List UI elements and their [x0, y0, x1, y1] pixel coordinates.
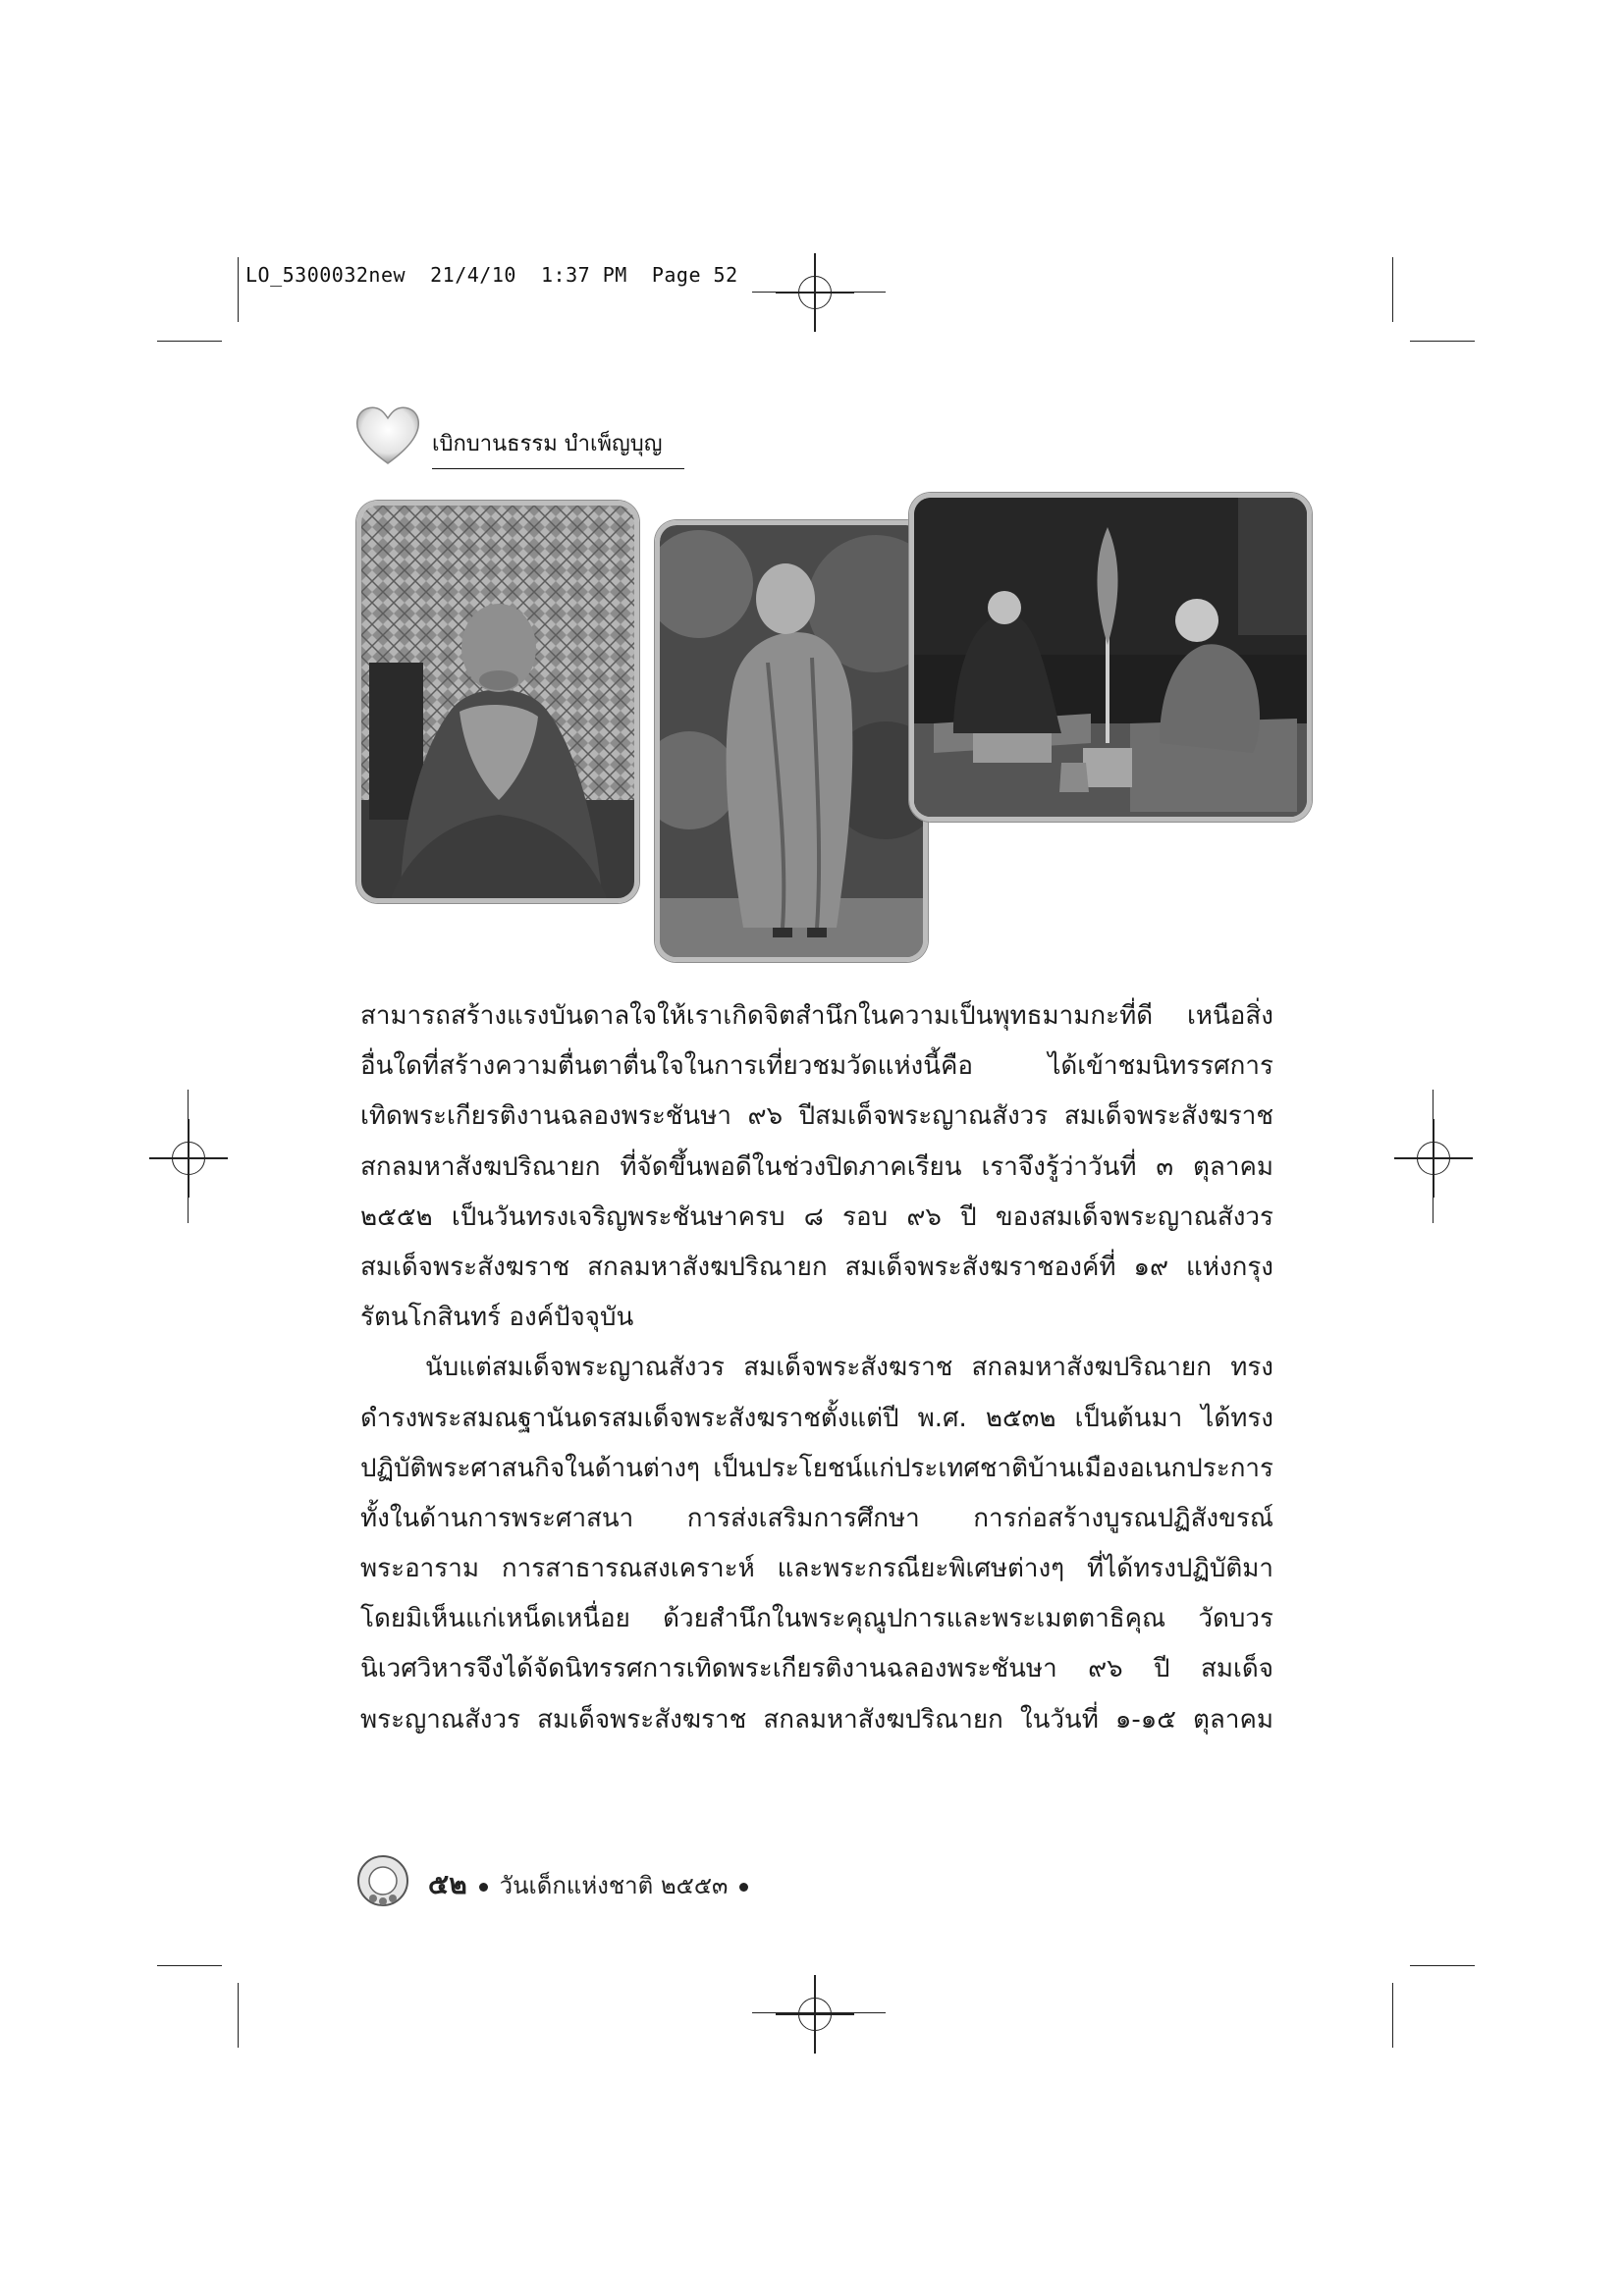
children-day-logo-icon [355, 1853, 410, 1908]
paragraph-2-line: นับแต่สมเด็จพระญาณสังวร สมเด็จพระสังฆราช สกลมหาสังฆปริณายก ทรง [425, 1353, 1273, 1383]
bullet-icon [739, 1883, 748, 1892]
paragraph-1-line: สมเด็จพระสังฆราช สกลมหาสังฆปริณายก สมเด็จพระสังฆราชองค์ที่ ๑๙ แห่งกรุง [360, 1252, 1273, 1282]
paragraph-1-line: ๒๕๕๒ เป็นวันทรงเจริญพระชันษาครบ ๘ รอบ ๙๖ ปี ของสมเด็จพระญาณสังวร [360, 1201, 1273, 1232]
paragraph-1-line: สามารถสร้างแรงบันดาลใจให้เราเกิดจิตสำนึกในความเป็นพุทธมามกะที่ดี เหนือสิ่ง [360, 1001, 1273, 1031]
paragraph-2-line: ดำรงพระสมณฐานันดรสมเด็จพระสังฆราชตั้งแต่ปี พ.ศ. ๒๕๓๒ เป็นต้นมา ได้ทรง [360, 1403, 1273, 1433]
body-text [360, 991, 1273, 1745]
crop-mark [157, 1965, 222, 1966]
paragraph-2-line: พระญาณสังวร สมเด็จพระสังฆราช สกลมหาสังฆปริณายก ในวันที่ ๑-๑๕ ตุลาคม [360, 1704, 1273, 1735]
crop-mark [1392, 257, 1393, 322]
registration-mark [1394, 1119, 1473, 1198]
crop-mark [157, 341, 222, 342]
crop-mark [1410, 1965, 1475, 1966]
paragraph-2-line: นิเวศวิหารจึงได้จัดนิทรรศการเทิดพระเกียรติงานฉลองพระชันษา ๙๖ ปี สมเด็จ [360, 1654, 1273, 1684]
paragraph-1-line: รัตนโกสินทร์ องค์ปัจจุบัน [360, 1303, 634, 1333]
walking-monk-photo [655, 520, 928, 962]
page-number: ๕๒ [428, 1868, 467, 1900]
page-footer [428, 1863, 760, 1906]
crop-mark [238, 257, 239, 322]
paragraph-1-line: เทิดพระเกียรติงานฉลองพระชันษา ๙๖ ปีสมเด็จพระญาณสังวร สมเด็จพระสังฆราช [360, 1101, 1273, 1132]
bullet-icon [479, 1883, 488, 1892]
crop-mark [1410, 341, 1475, 342]
crop-mark [1433, 1090, 1434, 1223]
crop-mark [1392, 1983, 1393, 2048]
crop-mark [188, 1090, 189, 1223]
seated-monk-photo [356, 501, 639, 903]
paragraph-2-line: พระอาราม การสาธารณสงเคราะห์ และพระกรณียะพิเศษต่างๆ ที่ได้ทรงปฏิบัติมา [360, 1554, 1273, 1584]
crop-mark [238, 1983, 239, 2048]
paragraph-2-line: โดยมิเห็นแก่เหน็ดเหนื่อย ด้วยสำนึกในพระคุณูปการและพระเมตตาธิคุณ วัดบวร [360, 1604, 1273, 1634]
registration-mark [776, 253, 854, 332]
paragraph-1-line: สกลมหาสังฆปริณายก ที่จัดขึ้นพอดีในช่วงปิดภาคเรียน เราจึงรู้ว่าวันที่ ๓ ตุลาคม [360, 1151, 1273, 1182]
registration-mark [149, 1119, 228, 1198]
publication-name: วันเด็กแห่งชาติ ๒๕๕๓ [499, 1872, 729, 1899]
slug-line: LO_5300032new 21/4/10 1:37 PM Page 52 [245, 263, 738, 287]
paragraph-1-line: อื่นใดที่สร้างความตื่นตาตื่นใจในการเที่ยวชมวัดแห่งนี้คือ ได้เข้าชมนิทรรศการ [360, 1051, 1273, 1082]
audience-photo [909, 493, 1312, 822]
paragraph-2-line: ปฏิบัติพระศาสนกิจในด้านต่างๆ เป็นประโยชน์แก่ประเทศชาติบ้านเมืองอเนกประการ [360, 1453, 1273, 1483]
paragraph-2-line: ทั้งในด้านการพระศาสนา การส่งเสริมการศึกษา การก่อสร้างบูรณปฏิสังขรณ์ [360, 1503, 1273, 1533]
running-head: เบิกบานธรรม บำเพ็ญบุญ [432, 426, 684, 469]
registration-mark [776, 1975, 854, 2054]
heart-icon [353, 402, 422, 467]
